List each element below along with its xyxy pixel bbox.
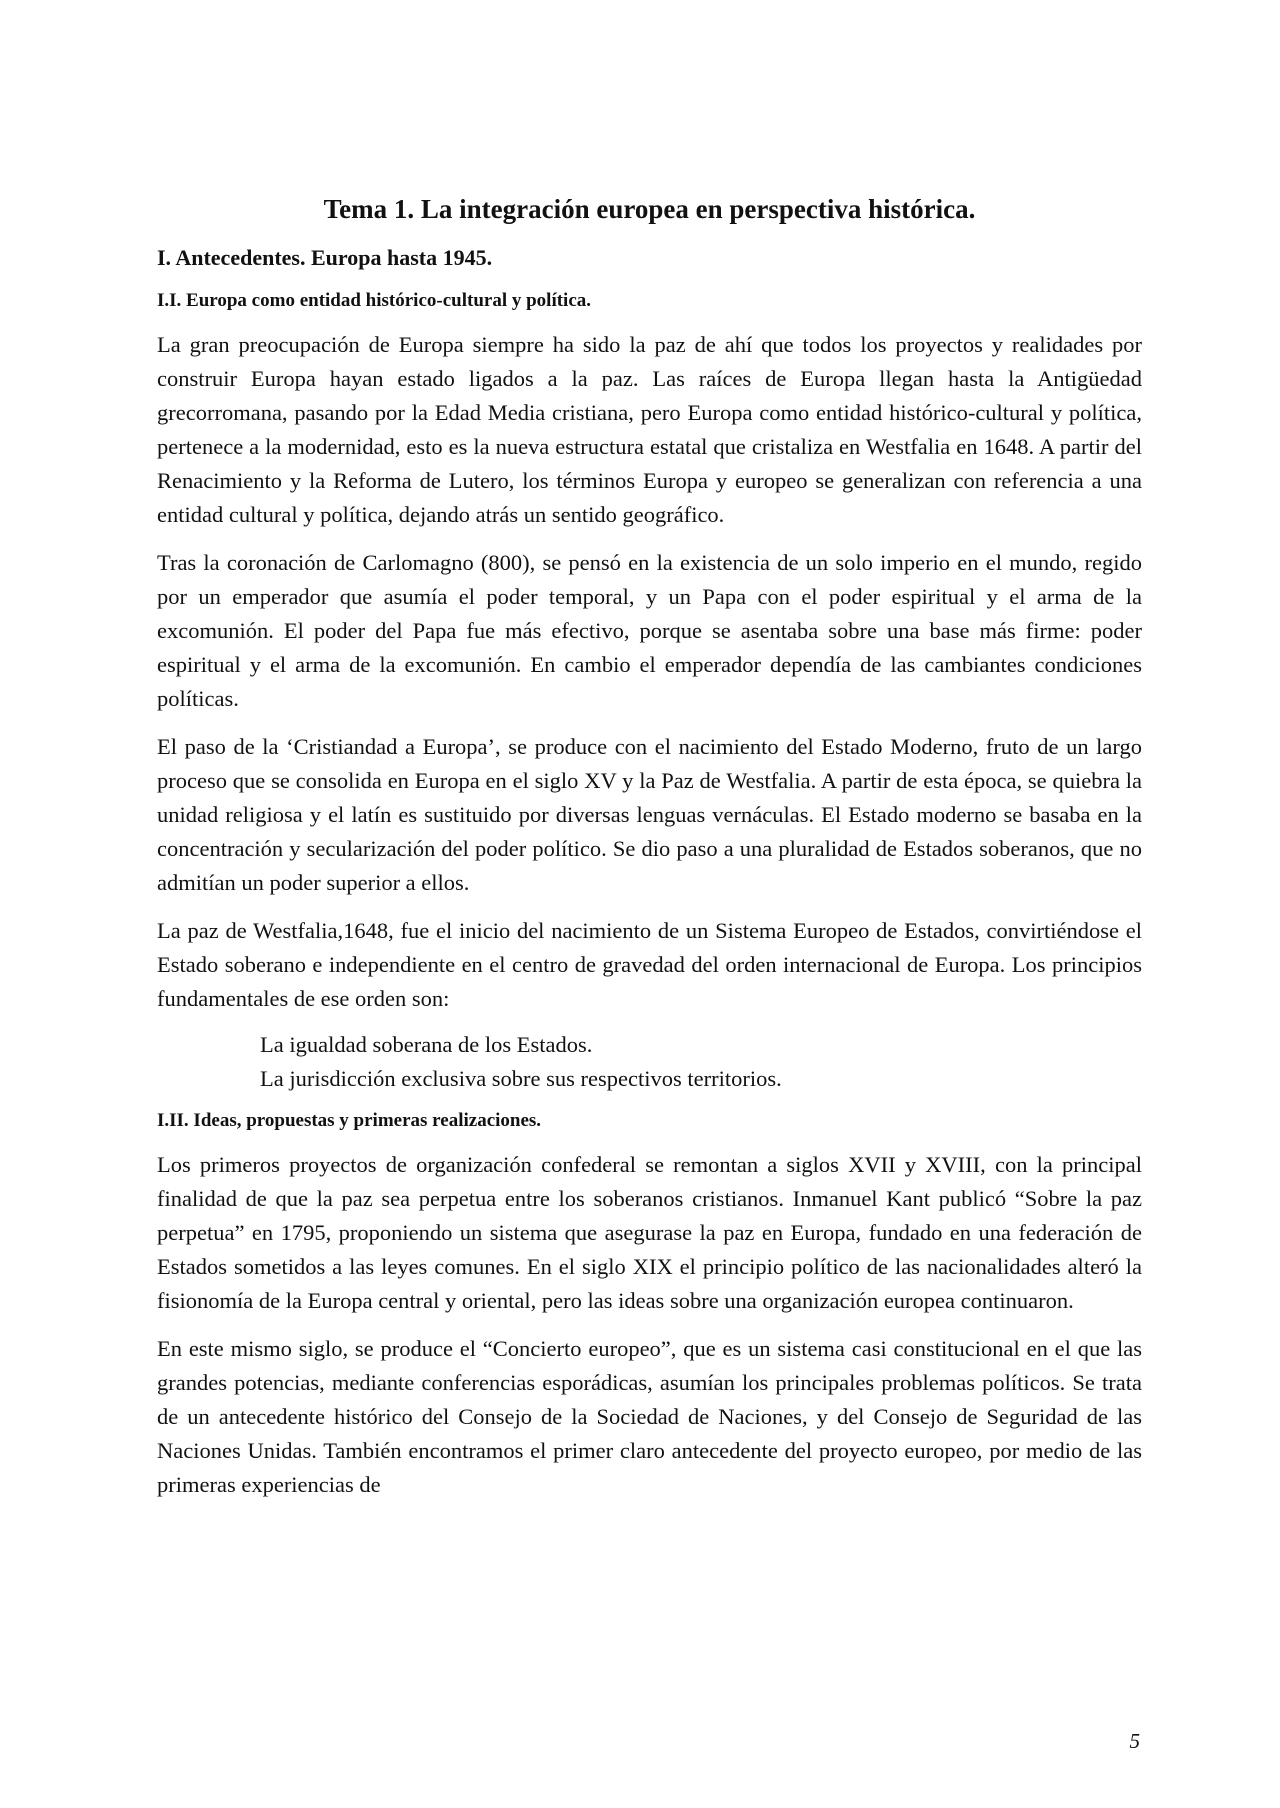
paragraph: En este mismo siglo, se produce el “Concierto europeo”, que es un sistema casi constitucional en el que las grandes potencias, mediante conferencias esporádicas, asumían los principales problemas políticos. Se trata de un antecedente histórico del Consejo de la Sociedad de Naciones, y del Consejo de Seguridad de las Naciones Unidas. También encontramos el primer claro antecedente del proyecto europeo, por medio de las primeras experiencias de [157, 1336, 1142, 1497]
paragraph: Tras la coronación de Carlomagno (800), se pensó en la existencia de un solo imperio en el mundo, regido por un emperador que asumía el poder temporal, y un Papa con el poder espiritual y el arma de la excomunión. El poder del Papa fue más efectivo, porque se asentaba sobre una base más firme: poder espiritual y el arma de la excomunión. En cambio el emperador dependía de las cambiantes condiciones políticas. [157, 550, 1142, 711]
list-item: La jurisdicción exclusiva sobre sus respectivos territorios. [260, 1066, 782, 1091]
page-content [157, 192, 1142, 1516]
paragraph: Los primeros proyectos de organización confederal se remontan a siglos XVII y XVIII, con la principal finalidad de que la paz sea perpetua entre los soberanos cristianos. Inmanuel Kant publicó “Sobre la paz perpetua” en 1795, proponiendo un sistema que asegurase la paz en Europa, fundado en una federación de Estados sometidos a las leyes comunes. En el siglo XIX el principio político de las nacionalidades alteró la fisionomía de la Europa central y oriental, pero las ideas sobre una organización europea continuaron. [157, 1152, 1142, 1313]
list-item: La igualdad soberana de los Estados. [260, 1032, 593, 1057]
paragraph: El paso de la ‘Cristiandad a Europa’, se produce con el nacimiento del Estado Moderno, fruto de un largo proceso que se consolida en Europa en el siglo XV y la Paz de Westfalia. A partir de esta época, se quiebra la unidad religiosa y el latín es sustituido por diversas lenguas vernáculas. El Estado moderno se basaba en la concentración y secularización del poder político. Se dio paso a una pluralidad de Estados soberanos, que no admitían un poder superior a ellos. [157, 734, 1142, 895]
document-title: Tema 1. La integración europea en perspectiva histórica. [323, 194, 976, 224]
section-heading-antecedentes: I. Antecedentes. Europa hasta 1945. [157, 245, 493, 270]
paragraph: La gran preocupación de Europa siempre ha sido la paz de ahí que todos los proyectos y realidades por construir Europa hayan estado ligados a la paz. Las raíces de Europa llegan hasta la Antigüedad grecorromana, pasando por la Edad Media cristiana, pero Europa como entidad histórico-cultural y política, pertenece a la modernidad, esto es la nueva estructura estatal que cristaliza en Westfalia en 1648. A partir del Renacimiento y la Reforma de Lutero, los términos Europa y europeo se generalizan con referencia a una entidad cultural y política, dejando atrás un sentido geográfico. [157, 332, 1142, 527]
page-number: 5 [1129, 1729, 1140, 1753]
subsection-heading-ideas: I.II. Ideas, propuestas y primeras realizaciones. [157, 1110, 542, 1131]
paragraph: La paz de Westfalia,1648, fue el inicio del nacimiento de un Sistema Europeo de Estados, convirtiéndose el Estado soberano e independiente en el centro de gravedad del orden internacional de Europa. Los principios fundamentales de ese orden son: [157, 918, 1142, 1011]
subsection-heading-entidad: I.I. Europa como entidad histórico-cultural y política. [157, 290, 592, 311]
principles-list [260, 1028, 1142, 1096]
